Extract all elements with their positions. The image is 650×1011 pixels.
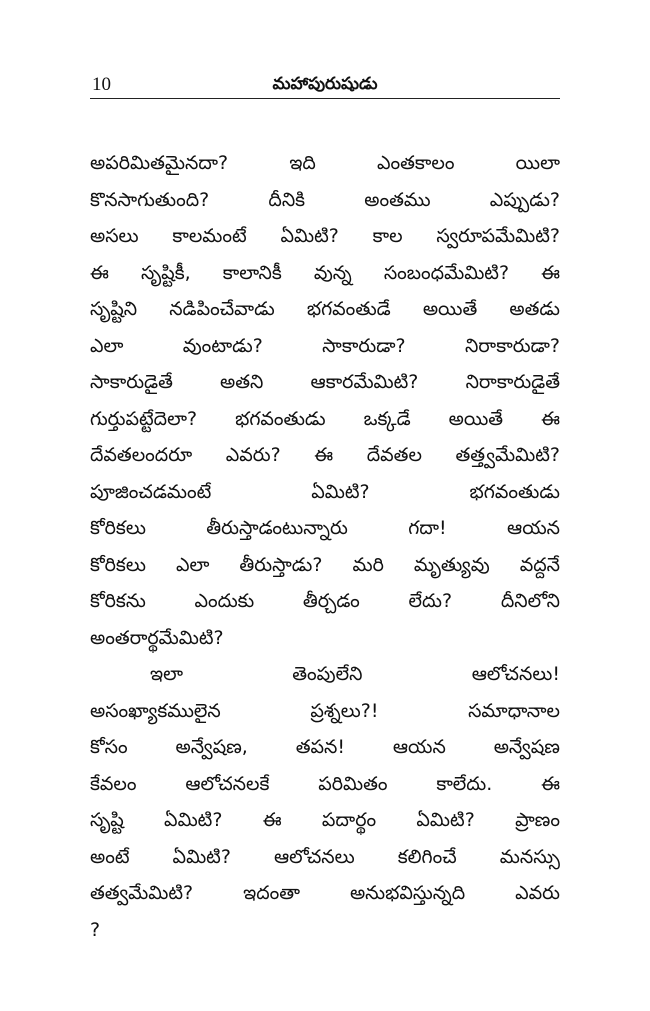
- text-line: కోరికలు తీరుస్తాడంటున్నారు గదా! ఆయన: [90, 517, 560, 539]
- text-line: దేవతలందరూ ఎవరు? ఈ దేవతల తత్త్వమేమిటి?: [90, 444, 560, 466]
- page-header: [90, 72, 560, 99]
- text-line: కోరికలు ఎలా తీరుస్తాడు? మరి మృత్యువు వద్దనే: [90, 553, 560, 576]
- text-line: కొనసాగుతుంది? దీనికి అంతము ఎప్పుడు?: [90, 188, 560, 211]
- text-line: అంటే ఏమిటి? ఆలోచనలు కలిగించే మనస్సు: [90, 845, 560, 868]
- text-line: పూజించడమంటే ఏమిటి? భగవంతుడు: [90, 480, 560, 503]
- page-number: 10: [92, 74, 111, 95]
- text-line: అసలు కాలమంటే ఏమిటి? కాల స్వరూపమేమిటి?: [90, 225, 560, 247]
- body-text: [90, 145, 560, 948]
- running-title: మహాపురుషుడు: [272, 74, 378, 94]
- text-line: సృష్టిని నడిపించేవాడు భగవంతుడే అయితే అతడు: [90, 298, 560, 320]
- text-line: ఎలా వుంటాడు? సాకారుడా? నిరాకారుడా?: [90, 334, 560, 357]
- text-line: సృష్టి ఏమిటి? ఈ పదార్థం ఏమిటి? ప్రాణం: [90, 809, 560, 831]
- text-line: కేవలం ఆలోచనలకే పరిమితం కాలేదు. ఈ: [90, 772, 560, 795]
- text-line: అపరిమితమైనదా? ఇది ఎంతకాలం యిలా: [90, 152, 560, 174]
- text-line: ఇలా తెంపులేని ఆలోచనలు!: [150, 663, 560, 685]
- paragraph-1: [90, 145, 560, 656]
- text-line: అసంఖ్యాకములైన ప్రశ్నలు?! సమాధానాల: [90, 699, 560, 722]
- text-line: ఈ సృష్టికీ, కాలానికీ వున్న సంబంధమేమిటి? ఈ: [90, 261, 560, 284]
- text-line: ?: [90, 918, 101, 941]
- text-line: తత్వమేమిటి? ఇదంతా అనుభవిస్తున్నది ఎవరు: [90, 882, 560, 904]
- text-line: కోరికను ఎందుకు తీర్చడం లేదు? దీనిలోని: [90, 590, 560, 612]
- text-line: సాకారుడైతే అతని ఆకారమేమిటి? నిరాకారుడైతే: [90, 371, 560, 393]
- text-line: గుర్తుపట్టేదెలా? భగవంతుడు ఒక్కడే అయితే ఈ: [90, 407, 560, 430]
- text-line: కోసం అన్వేషణ, తపన! ఆయన అన్వేషణ: [90, 736, 560, 758]
- paragraph-2: [90, 656, 560, 948]
- text-line: అంతరార్థమేమిటి?: [90, 626, 224, 649]
